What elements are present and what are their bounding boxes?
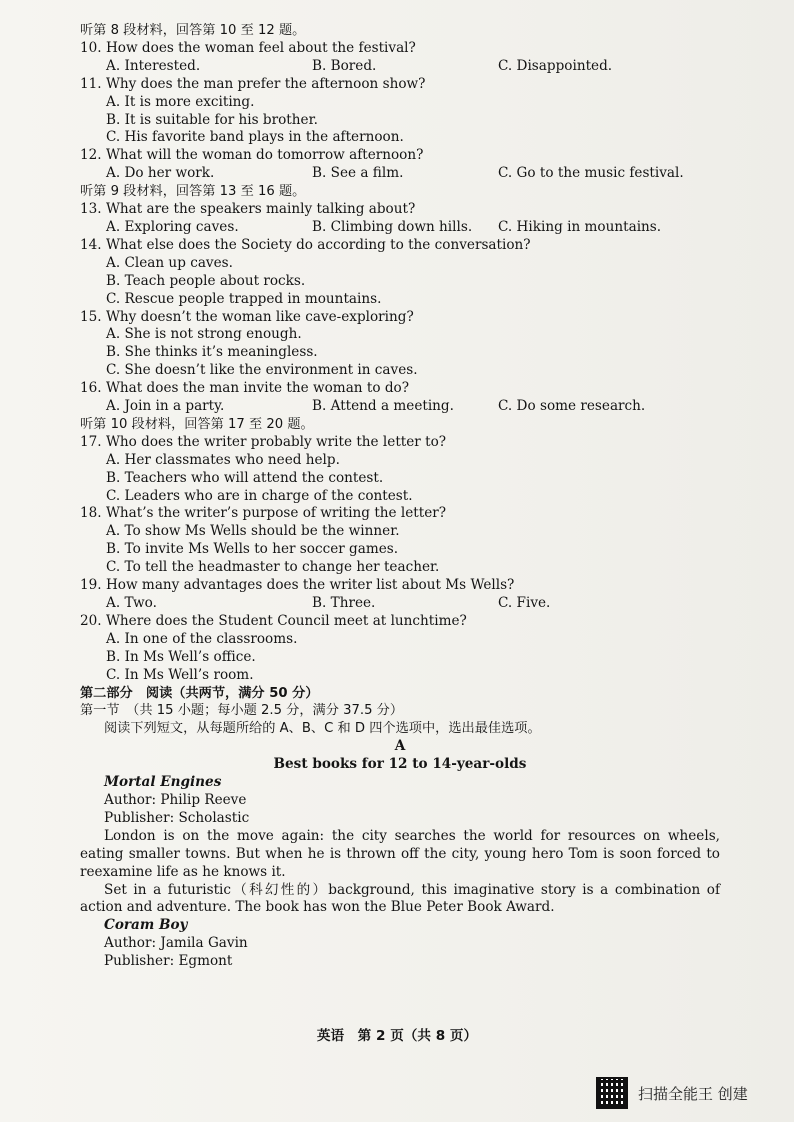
question-17: 17. Who does the writer probably write the letter to?	[80, 433, 447, 450]
reading-instruction: 阅读下列短文，从每题所给的 A、B、C 和 D 四个选项中，选出最佳选项。	[104, 721, 541, 737]
book-title: Coram Boy	[104, 917, 188, 934]
qr-code-icon	[596, 1077, 628, 1109]
option-c: C. Go to the music festival.	[498, 165, 684, 182]
question-13: 13. What are the speakers mainly talking about?	[80, 201, 416, 218]
option-a: A. Clean up caves.	[106, 254, 233, 271]
option-a: A. Interested.	[106, 57, 201, 74]
option-b: B. Teach people about rocks.	[106, 272, 306, 289]
question-10: 10. How does the woman feel about the festival?	[80, 39, 416, 56]
book-author: Author: Philip Reeve	[104, 791, 247, 808]
option-a: A. She is not strong enough.	[106, 326, 302, 343]
option-c: C. His favorite band plays in the afternoon.	[106, 129, 404, 146]
book-author: Author: Jamila Gavin	[104, 935, 248, 952]
section-instruction-10: 听第 10 段材料，回答第 17 至 20 题。	[80, 416, 314, 432]
option-c: C. Rescue people trapped in mountains.	[106, 290, 382, 307]
passage-letter: A	[394, 738, 406, 755]
option-a: A. To show Ms Wells should be the winner.	[106, 523, 400, 540]
option-c: C. Disappointed.	[498, 57, 613, 74]
option-a: A. Two.	[106, 595, 157, 611]
option-c: C. To tell the headmaster to change her teacher.	[106, 559, 440, 576]
question-15: 15. Why doesn’t the woman like cave-exploring?	[80, 308, 414, 325]
page-content	[80, 22, 720, 971]
option-a: A. In one of the classrooms.	[106, 630, 298, 647]
section-heading: 第一节 （共 15 小题；每小题 2.5 分，满分 37.5 分）	[80, 703, 404, 719]
option-a: A. Exploring caves.	[106, 218, 239, 235]
option-b: B. Climbing down hills.	[312, 218, 473, 235]
page-footer: 英语 第 2 页（共 8 页）	[316, 1028, 478, 1044]
question-10-options	[106, 58, 720, 76]
option-c: C. Leaders who are in charge of the contest.	[106, 487, 413, 504]
question-19-options	[106, 595, 720, 613]
option-b: B. She thinks it’s meaningless.	[106, 344, 318, 361]
option-c: C. Do some research.	[498, 398, 646, 415]
question-16-options	[106, 398, 720, 416]
option-b: B. Bored.	[312, 57, 377, 74]
option-c: C. She doesn’t like the environment in caves.	[106, 362, 418, 379]
scanner-label: 扫描全能王 创建	[638, 1084, 748, 1103]
section-instruction-8: 听第 8 段材料，回答第 10 至 12 题。	[80, 23, 306, 38]
question-19: 19. How many advantages does the writer list about Ms Wells?	[80, 577, 515, 594]
book-title: Mortal Engines	[104, 774, 222, 791]
option-b: B. See a film.	[312, 165, 404, 182]
option-b: B. To invite Ms Wells to her soccer games.	[106, 541, 399, 558]
book-publisher: Publisher: Scholastic	[104, 809, 250, 826]
question-20: 20. Where does the Student Council meet at lunchtime?	[80, 612, 467, 629]
question-14: 14. What else does the Society do according to the conversation?	[80, 236, 531, 253]
book-description: London is on the move again: the city searches the world for resources on wheels, eating smaller towns. But when he is thrown off the city, young hero Tom is soon forced to reexamine life as he knows it.	[80, 827, 720, 880]
option-c: C. Hiking in mountains.	[498, 218, 662, 235]
option-b: B. Three.	[312, 595, 376, 611]
question-12: 12. What will the woman do tomorrow afternoon?	[80, 147, 424, 164]
option-a: A. Join in a party.	[106, 398, 225, 415]
option-b: B. Attend a meeting.	[312, 398, 454, 415]
option-c: C. Five.	[498, 595, 551, 611]
part-heading: 第二部分 阅读（共两节，满分 50 分）	[80, 685, 319, 701]
option-a: A. Her classmates who need help.	[106, 451, 340, 468]
passage-title: Best books for 12 to 14-year-olds	[273, 756, 527, 773]
option-c: C. In Ms Well’s room.	[106, 666, 254, 683]
question-18: 18. What’s the writer’s purpose of writing the letter?	[80, 505, 447, 522]
option-b: B. Teachers who will attend the contest.	[106, 469, 384, 486]
option-b: B. In Ms Well’s office.	[106, 648, 256, 665]
book-description: Set in a futuristic（科幻性的）background, this imaginative story is a combination of action and adventure. The book has won the Blue Peter Book Award.	[80, 881, 720, 916]
option-a: A. It is more exciting.	[106, 93, 255, 110]
option-a: A. Do her work.	[106, 165, 215, 182]
section-instruction-9: 听第 9 段材料，回答第 13 至 16 题。	[80, 184, 306, 200]
question-16: 16. What does the man invite the woman to do?	[80, 380, 410, 397]
option-b: B. It is suitable for his brother.	[106, 111, 318, 128]
question-13-options	[106, 219, 720, 237]
book-publisher: Publisher: Egmont	[104, 953, 233, 970]
scanner-watermark	[596, 1076, 786, 1110]
question-11: 11. Why does the man prefer the afternoon show?	[80, 75, 426, 92]
question-12-options	[106, 165, 720, 183]
